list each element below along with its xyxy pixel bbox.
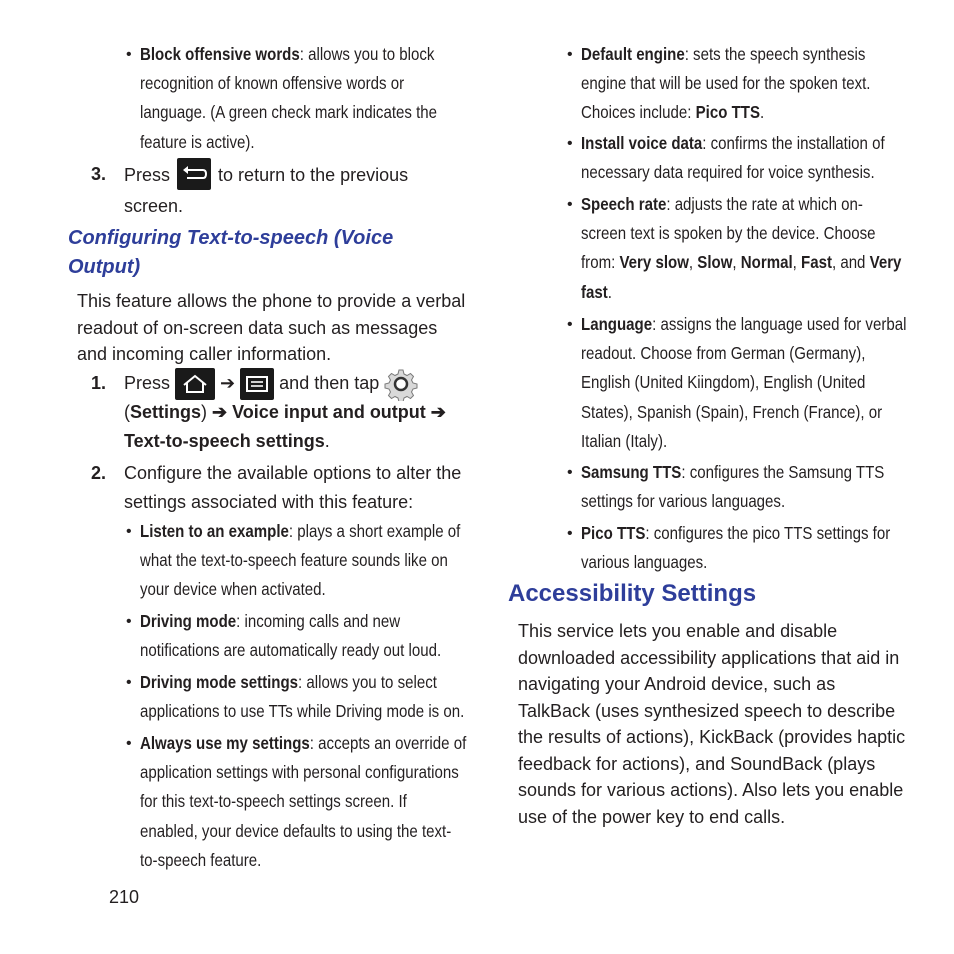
- option-very-fast: Very: [869, 252, 902, 273]
- paragraph-line: This service lets you enable and disable: [518, 621, 838, 641]
- step-1: [124, 366, 418, 401]
- bullet-dot: •: [567, 316, 573, 333]
- gear-icon: [384, 367, 418, 401]
- bullet-text: .: [760, 102, 765, 123]
- bullet-text: applications to use TTs while Driving mode is on.: [140, 701, 465, 722]
- bullet-term: Pico TTS: [695, 102, 761, 123]
- step-text: Press: [124, 164, 171, 185]
- step-2: [124, 459, 461, 517]
- bullet-term: Always use my settings: [140, 733, 310, 753]
- step-number: 3.: [91, 164, 107, 184]
- step-text: and then tap: [279, 373, 380, 393]
- bullet-text: your device when activated.: [140, 579, 326, 600]
- bullet-dot: •: [126, 46, 132, 63]
- bullet-listen-example: [140, 517, 460, 605]
- step-text: screen.: [124, 196, 184, 216]
- bullet-text: : configures the Samsung TTS: [681, 462, 885, 482]
- intro-paragraph: [77, 288, 465, 368]
- step-1-path: [124, 398, 446, 456]
- bullet-text: : incoming calls and new: [236, 611, 401, 631]
- bullet-pico-tts: [581, 519, 890, 577]
- bullet-term: Pico TTS: [581, 523, 646, 543]
- bullet-speech-rate: [581, 190, 901, 307]
- subheading-line: Output): [68, 256, 141, 278]
- bullet-dot: •: [567, 135, 573, 152]
- bullet-install-voice-data: [581, 129, 885, 187]
- bullet-text: .: [607, 281, 612, 302]
- paragraph-line: downloaded accessibility applications that aid in: [518, 647, 900, 668]
- paragraph-line: use of the power key to end calls.: [518, 806, 786, 827]
- step-text: .: [324, 431, 330, 451]
- bullet-text: for this text-to-speech settings screen. If: [140, 791, 407, 812]
- step-text: settings associated with this feature:: [124, 492, 414, 512]
- arrow-icon: ➔: [430, 402, 446, 422]
- bullet-term: Speech rate: [581, 194, 667, 214]
- bullet-text: : sets the speech synthesis: [684, 44, 866, 64]
- bullet-text: notifications are automatically ready out loud.: [140, 640, 442, 661]
- bullet-text: screen text is spoken by the device. Choose: [581, 223, 876, 244]
- paragraph-line: This feature allows the phone to provide a verbal: [77, 291, 466, 311]
- bullet-text: : configures the pico TTS settings for: [645, 523, 891, 543]
- bullet-text: : confirms the installation of: [702, 133, 885, 153]
- bullet-dot: •: [126, 613, 132, 630]
- bullet-dot: •: [567, 196, 573, 213]
- bullet-text: to-speech feature.: [140, 849, 262, 870]
- bullet-text: necessary data required for voice synthesis.: [581, 162, 875, 183]
- bullet-text: various languages.: [581, 552, 708, 573]
- bullet-text: readout. Choose from German (Germany),: [581, 343, 866, 364]
- bullet-text: engine that will be used for the spoken text.: [581, 73, 871, 94]
- option-very-slow: Very slow: [619, 252, 689, 273]
- bullet-dot: •: [567, 46, 573, 63]
- step-number: 1.: [91, 373, 107, 393]
- bullet-text: settings for various languages.: [581, 491, 786, 512]
- bullet-text: : plays a short example of: [288, 521, 461, 541]
- paragraph-line: the results of actions), KickBack (provides haptic: [518, 727, 906, 747]
- bullet-text: feature is active).: [140, 131, 255, 152]
- bullet-text: , and: [831, 252, 870, 273]
- page-number: 210: [109, 887, 140, 907]
- bullet-text: Choices include:: [581, 102, 696, 123]
- step-number: 2.: [91, 463, 107, 483]
- bullet-text: : allows you to select: [298, 672, 437, 692]
- bullet-term: Language: [581, 314, 653, 334]
- bullet-term: Driving mode: [140, 611, 237, 631]
- voice-input-label: Voice input and output: [232, 402, 426, 422]
- bullet-always-use-settings: [140, 729, 466, 875]
- arrow-icon: ➔: [220, 373, 236, 393]
- step-text: Configure the available options to alter the: [124, 463, 462, 483]
- bullet-term: Default engine: [581, 44, 685, 64]
- bullet-dot: •: [567, 464, 573, 481]
- bullet-text: application settings with personal configurations: [140, 762, 459, 783]
- bullet-text: enabled, your device defaults to using the text-: [140, 820, 452, 841]
- bullet-term: Samsung TTS: [581, 462, 682, 482]
- bullet-text: language. (A green check mark indicates the: [140, 102, 437, 123]
- bullet-text: from:: [581, 252, 620, 273]
- option-normal: Normal: [740, 252, 793, 273]
- paragraph-line: navigating your Android device, such as: [518, 674, 836, 694]
- settings-label: Settings: [130, 402, 202, 422]
- step-text: ): [201, 402, 208, 422]
- step-text: to return to the previous: [218, 164, 409, 185]
- bullet-samsung-tts: [581, 458, 884, 516]
- option-slow: Slow: [697, 252, 733, 273]
- paragraph-line: feedback for actions), and SoundBack (plays: [518, 753, 876, 774]
- bullet-dot: •: [126, 674, 132, 691]
- subheading-line: Configuring Text-to-speech (Voice: [68, 227, 394, 249]
- bullet-driving-mode-settings: [140, 668, 464, 726]
- bullet-text: : accepts an override of: [309, 733, 467, 753]
- step-3: [124, 160, 408, 221]
- bullet-text: : assigns the language used for verbal: [652, 314, 907, 334]
- bullet-text: States), Spanish (Spain), French (France), or: [581, 401, 883, 422]
- bullet-term: Listen to an example: [140, 521, 289, 541]
- option-very-fast: fast: [581, 281, 608, 302]
- bullet-text: ,: [688, 252, 698, 273]
- tts-settings-label: Text-to-speech settings: [124, 431, 325, 451]
- bullet-dot: •: [126, 523, 132, 540]
- bullet-text: what the text-to-speech feature sounds like on: [140, 550, 448, 571]
- bullet-dot: •: [126, 735, 132, 752]
- bullet-text: ,: [732, 252, 741, 273]
- bullet-language: [581, 310, 906, 456]
- section-subheading: [68, 224, 393, 282]
- bullet-term: Install voice data: [581, 133, 703, 153]
- bullet-term: Block offensive words: [140, 44, 300, 64]
- paragraph-line: and incoming caller information.: [77, 344, 332, 364]
- step-text: Press: [124, 373, 171, 393]
- bullet-text: : allows you to block: [299, 44, 435, 64]
- accessibility-paragraph: [518, 618, 905, 830]
- option-fast: Fast: [801, 252, 832, 273]
- bullet-driving-mode: [140, 607, 441, 665]
- bullet-text: recognition of known offensive words or: [140, 73, 405, 94]
- bullet-block-offensive-words: [140, 40, 437, 157]
- back-arrow-icon: [177, 158, 211, 190]
- paragraph-line: sounds for various actions). Also lets you enable: [518, 780, 904, 800]
- bullet-text: Italian (Italy).: [581, 430, 668, 451]
- step-text: (: [124, 402, 130, 422]
- bullet-default-engine: [581, 40, 870, 128]
- section-heading: Accessibility Settings: [508, 580, 757, 607]
- home-icon: [175, 368, 215, 400]
- bullet-dot: •: [567, 525, 573, 542]
- paragraph-line: readout of on-screen data such as messages: [77, 317, 438, 338]
- bullet-text: ,: [792, 252, 802, 273]
- menu-icon: [240, 368, 274, 400]
- bullet-text: English (United Kiingdom), English (United: [581, 372, 866, 393]
- bullet-term: Driving mode settings: [140, 672, 299, 692]
- paragraph-line: TalkBack (uses synthesized speech to describe: [518, 700, 896, 721]
- arrow-icon: ➔: [212, 402, 228, 422]
- bullet-text: : adjusts the rate at which on-: [666, 194, 863, 214]
